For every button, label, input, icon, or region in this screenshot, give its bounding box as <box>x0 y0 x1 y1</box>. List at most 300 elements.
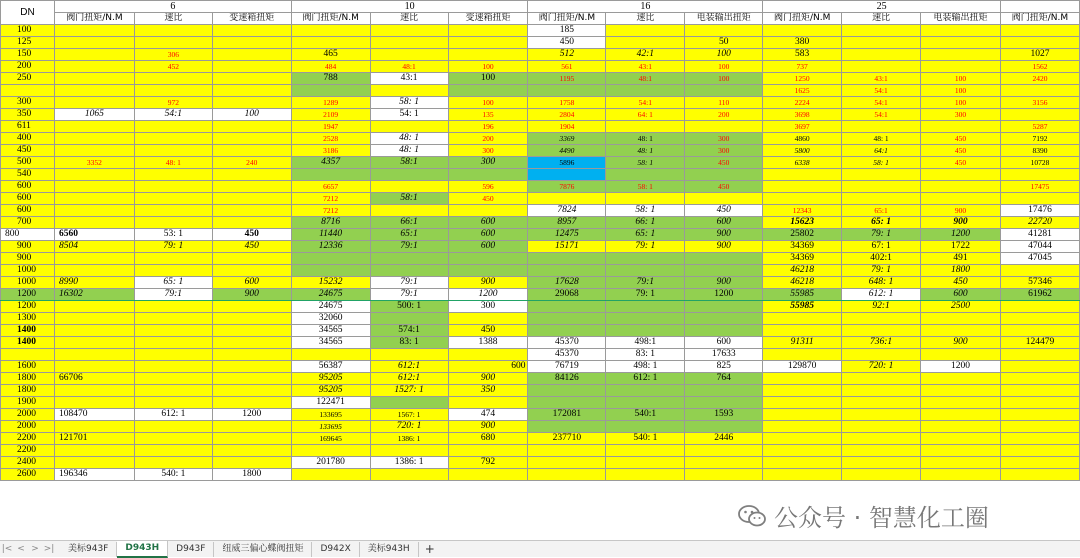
table-cell[interactable]: 900 <box>448 277 528 289</box>
table-cell[interactable] <box>212 361 291 373</box>
table-cell[interactable]: 3352 <box>54 157 134 169</box>
table-cell[interactable]: 720: 1 <box>842 361 921 373</box>
table-cell[interactable] <box>763 373 842 385</box>
table-cell[interactable]: 600 <box>685 337 763 349</box>
table-cell[interactable] <box>842 325 921 337</box>
table-cell[interactable]: 1027 <box>1000 49 1079 61</box>
table-cell[interactable]: 6560 <box>54 229 134 241</box>
table-cell[interactable]: 45370 <box>528 337 606 349</box>
table-cell[interactable]: 600 <box>448 361 528 373</box>
table-cell[interactable]: 612:1 <box>370 373 448 385</box>
table-cell[interactable]: 2804 <box>528 109 606 121</box>
table-cell[interactable]: 7876 <box>528 181 606 193</box>
table-cell[interactable]: 100 <box>921 73 1001 85</box>
dn-cell[interactable]: 600 <box>1 205 55 217</box>
table-cell[interactable]: 8390 <box>1000 145 1079 157</box>
table-cell[interactable]: 1250 <box>763 73 842 85</box>
dn-cell[interactable] <box>1 349 55 361</box>
table-cell[interactable] <box>1000 373 1079 385</box>
table-cell[interactable] <box>212 385 291 397</box>
table-cell[interactable]: 66:1 <box>370 217 448 229</box>
table-cell[interactable]: 76719 <box>528 361 606 373</box>
table-cell[interactable] <box>842 313 921 325</box>
table-cell[interactable]: 450 <box>212 229 291 241</box>
table-cell[interactable] <box>54 145 134 157</box>
table-cell[interactable] <box>212 433 291 445</box>
table-cell[interactable]: 8716 <box>291 217 370 229</box>
table-cell[interactable]: 2446 <box>685 433 763 445</box>
table-cell[interactable]: 1195 <box>528 73 606 85</box>
table-cell[interactable] <box>921 193 1001 205</box>
table-cell[interactable]: 22720 <box>1000 217 1079 229</box>
col-header-valve-torque[interactable]: 阀门扭矩/N.M <box>54 13 134 25</box>
col-header-valve-torque[interactable]: 阀门扭矩/N.M <box>763 13 842 25</box>
table-cell[interactable]: 736:1 <box>842 337 921 349</box>
table-cell[interactable] <box>212 73 291 85</box>
table-cell[interactable] <box>212 325 291 337</box>
table-cell[interactable] <box>842 169 921 181</box>
table-cell[interactable]: 402:1 <box>842 253 921 265</box>
table-cell[interactable]: 84126 <box>528 373 606 385</box>
table-cell[interactable]: 54:1 <box>134 109 212 121</box>
table-cell[interactable] <box>370 121 448 133</box>
table-cell[interactable]: 48: 1 <box>606 145 685 157</box>
table-cell[interactable] <box>921 469 1001 481</box>
table-cell[interactable] <box>1000 433 1079 445</box>
table-cell[interactable] <box>448 205 528 217</box>
table-cell[interactable] <box>763 397 842 409</box>
table-cell[interactable] <box>1000 397 1079 409</box>
dn-cell[interactable]: 2200 <box>1 445 55 457</box>
table-cell[interactable]: 169645 <box>291 433 370 445</box>
table-cell[interactable]: 129870 <box>763 361 842 373</box>
table-cell[interactable] <box>921 325 1001 337</box>
table-cell[interactable] <box>921 181 1001 193</box>
table-cell[interactable] <box>685 325 763 337</box>
table-cell[interactable]: 380 <box>763 37 842 49</box>
table-cell[interactable]: 55985 <box>763 301 842 313</box>
table-cell[interactable] <box>212 193 291 205</box>
table-cell[interactable] <box>1000 469 1079 481</box>
table-cell[interactable] <box>842 409 921 421</box>
table-cell[interactable]: 61962 <box>1000 289 1079 301</box>
table-cell[interactable] <box>685 421 763 433</box>
table-cell[interactable]: 48:1 <box>370 61 448 73</box>
table-cell[interactable]: 91311 <box>763 337 842 349</box>
table-cell[interactable] <box>212 25 291 37</box>
table-cell[interactable] <box>212 373 291 385</box>
dn-cell[interactable]: 2600 <box>1 469 55 481</box>
table-cell[interactable]: 7212 <box>291 193 370 205</box>
table-cell[interactable]: 600 <box>448 217 528 229</box>
table-cell[interactable] <box>842 193 921 205</box>
table-cell[interactable] <box>134 205 212 217</box>
table-cell[interactable]: 450 <box>685 205 763 217</box>
table-cell[interactable] <box>54 397 134 409</box>
table-cell[interactable] <box>134 253 212 265</box>
table-cell[interactable] <box>448 469 528 481</box>
table-cell[interactable]: 48: 1 <box>370 145 448 157</box>
table-cell[interactable] <box>842 469 921 481</box>
table-cell[interactable] <box>1000 361 1079 373</box>
table-cell[interactable]: 122471 <box>291 397 370 409</box>
table-cell[interactable]: 450 <box>921 145 1001 157</box>
table-cell[interactable] <box>763 433 842 445</box>
table-cell[interactable] <box>291 445 370 457</box>
table-cell[interactable]: 900 <box>212 289 291 301</box>
table-cell[interactable]: 66706 <box>54 373 134 385</box>
table-cell[interactable] <box>921 397 1001 409</box>
table-cell[interactable] <box>134 337 212 349</box>
table-cell[interactable] <box>606 313 685 325</box>
table-cell[interactable] <box>370 445 448 457</box>
table-cell[interactable]: 17476 <box>1000 205 1079 217</box>
table-cell[interactable] <box>842 421 921 433</box>
table-cell[interactable] <box>842 49 921 61</box>
table-cell[interactable]: 484 <box>291 61 370 73</box>
table-cell[interactable]: 4860 <box>763 133 842 145</box>
table-cell[interactable] <box>842 25 921 37</box>
table-cell[interactable] <box>606 301 685 313</box>
table-cell[interactable] <box>134 193 212 205</box>
table-cell[interactable] <box>291 85 370 97</box>
table-cell[interactable]: 612: 1 <box>134 409 212 421</box>
table-cell[interactable]: 124479 <box>1000 337 1079 349</box>
table-cell[interactable]: 474 <box>448 409 528 421</box>
table-cell[interactable]: 201780 <box>291 457 370 469</box>
table-cell[interactable]: 58: 1 <box>606 157 685 169</box>
table-cell[interactable] <box>54 85 134 97</box>
table-cell[interactable]: 95205 <box>291 373 370 385</box>
table-cell[interactable] <box>212 445 291 457</box>
table-cell[interactable] <box>528 265 606 277</box>
table-cell[interactable] <box>370 181 448 193</box>
table-cell[interactable] <box>134 73 212 85</box>
dn-cell[interactable]: 1900 <box>1 397 55 409</box>
table-cell[interactable]: 3156 <box>1000 97 1079 109</box>
table-cell[interactable]: 108470 <box>54 409 134 421</box>
table-cell[interactable] <box>448 313 528 325</box>
table-cell[interactable]: 54: 1 <box>370 109 448 121</box>
table-cell[interactable] <box>448 37 528 49</box>
table-cell[interactable]: 1200 <box>921 361 1001 373</box>
table-cell[interactable] <box>685 253 763 265</box>
table-cell[interactable]: 1386: 1 <box>370 457 448 469</box>
table-cell[interactable]: 110 <box>685 97 763 109</box>
col-header-actuator-torque[interactable]: 电装输出扭矩 <box>685 13 763 25</box>
table-cell[interactable] <box>134 397 212 409</box>
table-cell[interactable]: 67: 1 <box>842 241 921 253</box>
table-cell[interactable] <box>370 349 448 361</box>
dn-cell[interactable]: 500 <box>1 157 55 169</box>
table-cell[interactable]: 306 <box>134 49 212 61</box>
dn-cell[interactable]: 350 <box>1 109 55 121</box>
table-cell[interactable] <box>134 121 212 133</box>
table-cell[interactable] <box>1000 349 1079 361</box>
table-cell[interactable]: 1527: 1 <box>370 385 448 397</box>
table-cell[interactable]: 58: 1 <box>606 181 685 193</box>
table-cell[interactable] <box>134 301 212 313</box>
table-cell[interactable]: 100 <box>212 109 291 121</box>
dn-cell[interactable]: 1400 <box>1 337 55 349</box>
table-cell[interactable]: 2109 <box>291 109 370 121</box>
table-cell[interactable] <box>54 121 134 133</box>
table-cell[interactable] <box>685 445 763 457</box>
table-cell[interactable] <box>212 37 291 49</box>
table-cell[interactable] <box>212 145 291 157</box>
table-cell[interactable]: 1200 <box>685 289 763 301</box>
table-cell[interactable]: 58: 1 <box>606 205 685 217</box>
dn-cell[interactable]: 400 <box>1 133 55 145</box>
table-cell[interactable]: 65: 1 <box>134 277 212 289</box>
table-cell[interactable] <box>921 313 1001 325</box>
table-cell[interactable] <box>134 25 212 37</box>
table-cell[interactable]: 58: 1 <box>370 97 448 109</box>
table-cell[interactable]: 12475 <box>528 229 606 241</box>
table-cell[interactable] <box>448 49 528 61</box>
table-cell[interactable] <box>1000 301 1079 313</box>
table-cell[interactable] <box>763 457 842 469</box>
table-cell[interactable] <box>134 217 212 229</box>
table-cell[interactable] <box>54 181 134 193</box>
table-cell[interactable] <box>1000 109 1079 121</box>
table-cell[interactable] <box>1000 313 1079 325</box>
table-cell[interactable] <box>54 301 134 313</box>
table-cell[interactable]: 450 <box>448 193 528 205</box>
table-cell[interactable]: 79:1 <box>606 277 685 289</box>
table-cell[interactable] <box>528 325 606 337</box>
table-cell[interactable]: 7824 <box>528 205 606 217</box>
table-cell[interactable]: 17628 <box>528 277 606 289</box>
table-cell[interactable] <box>134 349 212 361</box>
table-cell[interactable] <box>921 25 1001 37</box>
dn-cell[interactable]: 900 <box>1 241 55 253</box>
col-header-ratio[interactable]: 速比 <box>842 13 921 25</box>
table-cell[interactable]: 300 <box>685 145 763 157</box>
table-cell[interactable] <box>370 313 448 325</box>
table-cell[interactable] <box>54 325 134 337</box>
pressure-10-header[interactable]: 10 <box>291 1 528 13</box>
table-cell[interactable]: 64:1 <box>842 145 921 157</box>
table-cell[interactable]: 34565 <box>291 325 370 337</box>
table-cell[interactable] <box>842 445 921 457</box>
table-cell[interactable]: 583 <box>763 49 842 61</box>
table-cell[interactable] <box>921 169 1001 181</box>
table-cell[interactable]: 25802 <box>763 229 842 241</box>
table-cell[interactable]: 1200 <box>212 409 291 421</box>
table-cell[interactable]: 600 <box>448 241 528 253</box>
table-cell[interactable]: 792 <box>448 457 528 469</box>
table-cell[interactable]: 498:1 <box>606 337 685 349</box>
table-cell[interactable] <box>54 169 134 181</box>
col-header-valve-torque[interactable]: 阀门扭矩/N.M <box>1000 13 1079 25</box>
table-cell[interactable] <box>212 205 291 217</box>
dn-cell[interactable]: 125 <box>1 37 55 49</box>
table-cell[interactable]: 79:1 <box>370 241 448 253</box>
table-cell[interactable]: 24675 <box>291 301 370 313</box>
table-cell[interactable]: 11440 <box>291 229 370 241</box>
dn-cell[interactable]: 1200 <box>1 301 55 313</box>
table-cell[interactable]: 450 <box>921 277 1001 289</box>
table-cell[interactable]: 450 <box>685 181 763 193</box>
table-cell[interactable]: 900 <box>685 277 763 289</box>
table-cell[interactable]: 46218 <box>763 265 842 277</box>
table-cell[interactable]: 100 <box>448 73 528 85</box>
table-cell[interactable]: 8957 <box>528 217 606 229</box>
table-cell[interactable] <box>54 445 134 457</box>
table-cell[interactable] <box>1000 385 1079 397</box>
table-cell[interactable] <box>54 61 134 73</box>
dn-cell[interactable]: 540 <box>1 169 55 181</box>
dn-cell[interactable]: 1800 <box>1 373 55 385</box>
dn-cell[interactable]: 600 <box>1 181 55 193</box>
table-cell[interactable] <box>606 85 685 97</box>
table-cell[interactable] <box>54 385 134 397</box>
table-cell[interactable]: 5287 <box>1000 121 1079 133</box>
table-cell[interactable]: 900 <box>921 217 1001 229</box>
table-cell[interactable]: 48: 1 <box>134 157 212 169</box>
table-cell[interactable]: 43:1 <box>370 73 448 85</box>
table-cell[interactable] <box>134 445 212 457</box>
table-cell[interactable]: 54:1 <box>842 109 921 121</box>
table-cell[interactable] <box>842 349 921 361</box>
table-cell[interactable]: 54:1 <box>606 97 685 109</box>
add-sheet-button[interactable]: + <box>424 542 435 556</box>
table-cell[interactable] <box>921 49 1001 61</box>
table-cell[interactable] <box>842 397 921 409</box>
table-cell[interactable]: 7192 <box>1000 133 1079 145</box>
table-cell[interactable]: 100 <box>448 97 528 109</box>
table-cell[interactable]: 17475 <box>1000 181 1079 193</box>
table-cell[interactable] <box>763 421 842 433</box>
table-cell[interactable] <box>921 433 1001 445</box>
table-cell[interactable] <box>1000 25 1079 37</box>
table-cell[interactable] <box>528 193 606 205</box>
table-cell[interactable] <box>763 349 842 361</box>
table-cell[interactable] <box>291 37 370 49</box>
table-cell[interactable] <box>54 73 134 85</box>
table-cell[interactable] <box>370 265 448 277</box>
table-cell[interactable]: 100 <box>921 85 1001 97</box>
table-cell[interactable] <box>921 349 1001 361</box>
table-cell[interactable]: 1758 <box>528 97 606 109</box>
table-cell[interactable]: 1386: 1 <box>370 433 448 445</box>
table-cell[interactable] <box>54 421 134 433</box>
dn-cell[interactable]: 2000 <box>1 409 55 421</box>
col-header-gearbox-torque[interactable]: 变速箱扭矩 <box>448 13 528 25</box>
table-cell[interactable] <box>212 457 291 469</box>
table-cell[interactable]: 540:1 <box>606 409 685 421</box>
table-cell[interactable]: 764 <box>685 373 763 385</box>
table-cell[interactable]: 47044 <box>1000 241 1079 253</box>
table-cell[interactable]: 196 <box>448 121 528 133</box>
table-cell[interactable] <box>685 385 763 397</box>
table-cell[interactable] <box>54 457 134 469</box>
col-header-gearbox-torque[interactable]: 变速箱扭矩 <box>212 13 291 25</box>
table-cell[interactable]: 3369 <box>528 133 606 145</box>
table-cell[interactable] <box>291 349 370 361</box>
table-cell[interactable]: 300 <box>448 145 528 157</box>
table-cell[interactable] <box>134 457 212 469</box>
table-cell[interactable]: 788 <box>291 73 370 85</box>
table-cell[interactable]: 612: 1 <box>842 289 921 301</box>
table-cell[interactable]: 172081 <box>528 409 606 421</box>
table-cell[interactable] <box>212 337 291 349</box>
table-cell[interactable]: 600 <box>685 217 763 229</box>
table-cell[interactable]: 34565 <box>291 337 370 349</box>
table-cell[interactable]: 6657 <box>291 181 370 193</box>
table-cell[interactable] <box>842 61 921 73</box>
table-cell[interactable] <box>448 169 528 181</box>
table-cell[interactable]: 1904 <box>528 121 606 133</box>
table-cell[interactable]: 737 <box>763 61 842 73</box>
table-cell[interactable] <box>685 469 763 481</box>
table-cell[interactable]: 680 <box>448 433 528 445</box>
table-cell[interactable]: 48: 1 <box>842 133 921 145</box>
table-cell[interactable] <box>54 25 134 37</box>
table-cell[interactable] <box>54 253 134 265</box>
table-cell[interactable] <box>134 313 212 325</box>
table-cell[interactable]: 720: 1 <box>370 421 448 433</box>
table-cell[interactable]: 34369 <box>763 241 842 253</box>
table-cell[interactable]: 300 <box>685 133 763 145</box>
table-cell[interactable]: 15623 <box>763 217 842 229</box>
table-cell[interactable] <box>134 361 212 373</box>
table-cell[interactable]: 450 <box>921 157 1001 169</box>
table-cell[interactable]: 540: 1 <box>134 469 212 481</box>
table-cell[interactable] <box>763 385 842 397</box>
table-cell[interactable] <box>134 169 212 181</box>
table-cell[interactable]: 79: 1 <box>842 229 921 241</box>
table-cell[interactable] <box>54 133 134 145</box>
table-cell[interactable]: 6338 <box>763 157 842 169</box>
table-cell[interactable]: 12336 <box>291 241 370 253</box>
dn-cell[interactable]: 300 <box>1 97 55 109</box>
table-cell[interactable] <box>212 253 291 265</box>
table-cell[interactable] <box>528 385 606 397</box>
table-cell[interactable] <box>291 169 370 181</box>
table-cell[interactable]: 79:1 <box>370 277 448 289</box>
table-cell[interactable]: 240 <box>212 157 291 169</box>
table-cell[interactable]: 66: 1 <box>606 217 685 229</box>
table-cell[interactable]: 237710 <box>528 433 606 445</box>
table-cell[interactable] <box>763 409 842 421</box>
table-cell[interactable]: 452 <box>134 61 212 73</box>
table-cell[interactable] <box>370 205 448 217</box>
table-cell[interactable] <box>134 385 212 397</box>
table-cell[interactable] <box>842 373 921 385</box>
table-cell[interactable]: 95205 <box>291 385 370 397</box>
table-cell[interactable] <box>921 421 1001 433</box>
table-cell[interactable]: 41281 <box>1000 229 1079 241</box>
table-cell[interactable] <box>1000 445 1079 457</box>
table-cell[interactable]: 1567: 1 <box>370 409 448 421</box>
table-cell[interactable] <box>606 253 685 265</box>
table-cell[interactable] <box>370 397 448 409</box>
table-cell[interactable]: 135 <box>448 109 528 121</box>
table-cell[interactable]: 1800 <box>212 469 291 481</box>
table-cell[interactable] <box>606 469 685 481</box>
col-header-valve-torque[interactable]: 阀门扭矩/N.M <box>291 13 370 25</box>
table-cell[interactable]: 300 <box>921 109 1001 121</box>
table-cell[interactable] <box>685 301 763 313</box>
table-cell[interactable]: 1593 <box>685 409 763 421</box>
table-cell[interactable]: 3698 <box>763 109 842 121</box>
table-cell[interactable] <box>1000 85 1079 97</box>
dn-cell[interactable]: 150 <box>1 49 55 61</box>
table-cell[interactable]: 1562 <box>1000 61 1079 73</box>
table-cell[interactable] <box>606 25 685 37</box>
